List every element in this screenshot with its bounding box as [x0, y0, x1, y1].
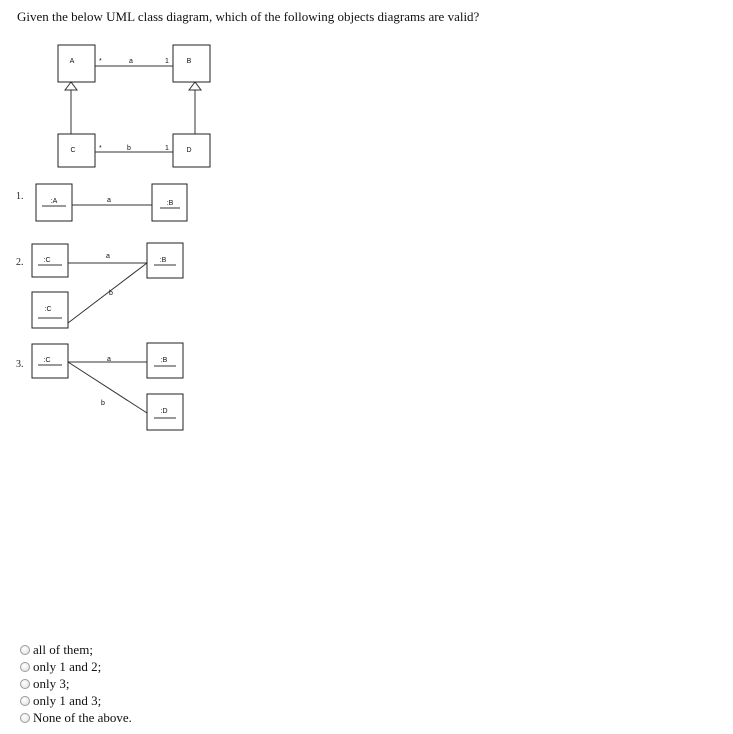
radio-button[interactable] [20, 713, 30, 723]
diagram-2-link-b [68, 263, 147, 323]
radio-button[interactable] [20, 645, 30, 655]
diagram-3-object-d-label: :D [160, 408, 168, 415]
assoc-b-from-mult: * [99, 145, 102, 152]
radio-button[interactable] [20, 696, 30, 706]
diagram-2-link-a-label: a [106, 253, 110, 260]
object-diagram-1-number: 1. [16, 191, 24, 202]
option-label: only 3; [33, 675, 70, 691]
question-text: Given the below UML class diagram, which of the following objects diagrams are valid? [17, 9, 480, 24]
diagram-3-link-b [68, 362, 147, 413]
diagram-3-object-b-label: :B [160, 357, 168, 364]
option-only-1-and-3[interactable] [20, 692, 132, 709]
option-all-of-them[interactable] [20, 641, 132, 658]
option-none-of-the-above[interactable] [20, 709, 132, 726]
inheritance-arrow-b [189, 82, 201, 90]
answer-options [20, 641, 132, 726]
class-box-a [58, 45, 95, 82]
diagram-2-link-b-label: b [109, 290, 113, 297]
assoc-a-to-mult: 1 [165, 58, 169, 65]
assoc-b-to-mult: 1 [165, 145, 169, 152]
diagram-1-object-b-label: :B [166, 200, 174, 207]
assoc-a-name: a [129, 58, 133, 65]
diagram-1-link-a-label: a [107, 197, 111, 204]
diagram-3-link-b-label: b [101, 400, 105, 407]
diagram-3-link-a-label: a [107, 356, 111, 363]
radio-button[interactable] [20, 662, 30, 672]
option-label: all of them; [33, 641, 93, 657]
radio-button[interactable] [20, 679, 30, 689]
option-label: only 1 and 2; [33, 658, 102, 674]
class-name-c: C [70, 147, 76, 154]
inheritance-arrow-a [65, 82, 77, 90]
option-only-3[interactable] [20, 675, 132, 692]
diagram-1-object-a-label: :A [50, 198, 58, 205]
class-box-b [173, 45, 210, 82]
class-name-a: A [69, 58, 75, 65]
diagram-2-object-c1-label: :C [43, 257, 51, 264]
diagram-2-object-b-label: :B [159, 257, 167, 264]
option-label: None of the above. [33, 709, 132, 725]
class-name-d: D [186, 147, 192, 154]
class-box-c [58, 134, 95, 167]
class-name-b: B [186, 58, 192, 65]
object-diagram-2-number: 2. [16, 257, 24, 268]
diagram-2-object-c2-label: :C [44, 306, 52, 313]
assoc-b-name: b [127, 145, 131, 152]
option-only-1-and-2[interactable] [20, 658, 132, 675]
assoc-a-from-mult: * [99, 58, 102, 65]
option-label: only 1 and 3; [33, 692, 102, 708]
object-diagram-3-number: 3. [16, 359, 24, 370]
diagram-3-object-c-label: :C [43, 357, 51, 364]
